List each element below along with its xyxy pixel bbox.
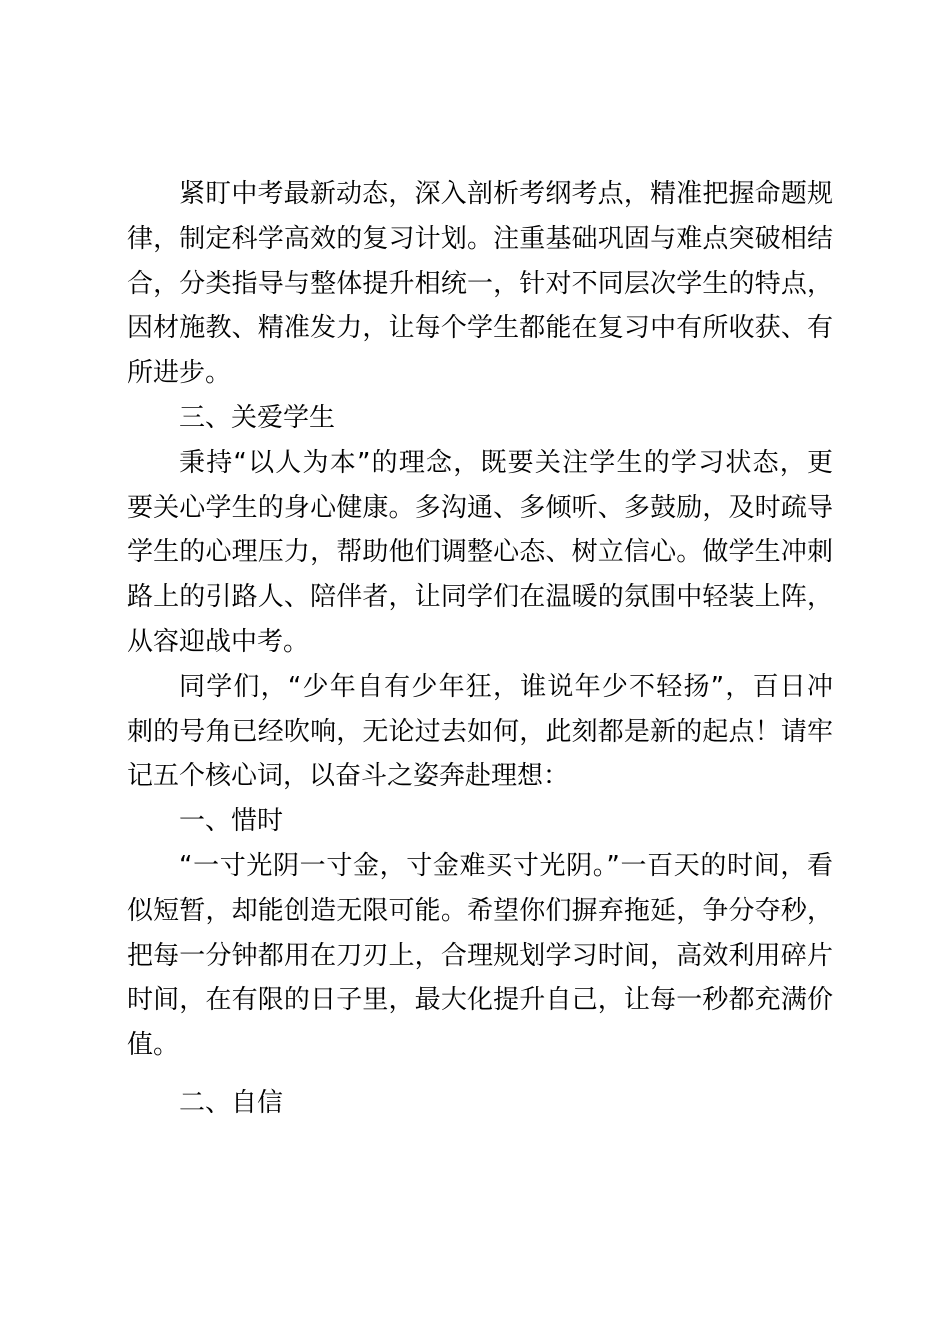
paragraph-line: 路上的引路人、陪伴者，让同学们在温暖的氛围中轻装上阵， (127, 582, 833, 613)
paragraph-line: 时间，在有限的日子里，最大化提升自己，让每一秒都充满价 (127, 985, 833, 1016)
paragraph-line: 从容迎战中考。 (127, 626, 310, 657)
paragraph-line: 学生的心理压力，帮助他们调整心态、树立信心。做学生冲刺 (127, 537, 833, 568)
paragraph-line: 所进步。 (127, 358, 232, 389)
paragraph-line: 因材施教、精准发力，让每个学生都能在复习中有所收获、有 (127, 313, 833, 344)
spacer (127, 1068, 833, 1081)
paragraph-line: 似短暂，却能创造无限可能。希望你们摒弃拖延，争分夺秒， (127, 895, 833, 926)
paragraph-line: 律，制定科学高效的复习计划。注重基础巩固与难点突破相结 (127, 223, 833, 254)
paragraph-line: 紧盯中考最新动态，深入剖析考纲考点，精准把握命题规 (179, 179, 833, 209)
paragraph-line: 合，分类指导与整体提升相统一，针对不同层次学生的特点， (127, 268, 833, 299)
section-heading: 一、惜时 (179, 806, 284, 837)
paragraph-line: 记五个核心词，以奋斗之姿奔赴理想： (127, 761, 570, 792)
paragraph-line: “一寸光阴一寸金，寸金难买寸光阴。”一百天的时间，看 (179, 850, 833, 881)
paragraph-line: 把每一分钟都用在刀刃上，合理规划学习时间，高效利用碎片 (127, 940, 833, 971)
paragraph-line: 值。 (127, 1030, 180, 1061)
document-body (127, 172, 833, 1126)
paragraph-line: 要关心学生的身心健康。多沟通、多倾听、多鼓励，及时疏导 (127, 492, 833, 523)
paragraph-line: 刺的号角已经吹响，无论过去如何，此刻都是新的起点！请牢 (127, 716, 833, 747)
section-heading: 二、自信 (179, 1087, 284, 1118)
section-heading: 三、关爱学生 (179, 402, 336, 433)
paragraph-line: 同学们，“少年自有少年狂，谁说年少不轻扬”，百日冲 (179, 671, 833, 702)
paragraph-line: 秉持“以人为本”的理念，既要关注学生的学习状态，更 (179, 447, 833, 478)
